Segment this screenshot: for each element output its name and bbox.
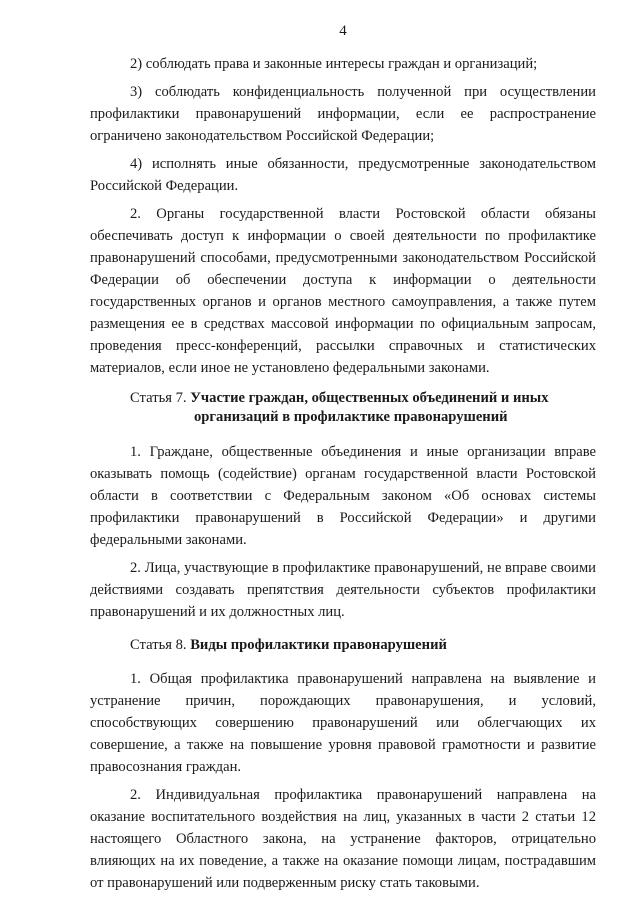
paragraph-item-4: 4) исполнять иные обязанности, предусмотренные законодательством Российской Федерации.	[90, 156, 596, 194]
paragraph-item-3: 3) соблюдать конфиденциальность полученной при осуществлении профилактики правонарушений информации, если ее распространение ограничено законодательством Российской Федерации;	[90, 84, 596, 144]
article-8-paragraph-1: 1. Общая профилактика правонарушений направлена на выявление и устранение причин, порождающих правонарушения, и условий, способствующих совершению правонарушений или облегчающих их совершение, а также на повышение уровня правовой грамотности и развитие правосознания граждан.	[90, 671, 596, 775]
page-number: 4	[339, 23, 347, 39]
article-7-heading	[90, 389, 596, 427]
article-7-paragraph-2: 2. Лица, участвующие в профилактике правонарушений, не вправе своими действиями создавать препятствия деятельности субъектов профилактики правонарушений и их должностных лиц.	[90, 560, 596, 620]
document-body	[90, 53, 596, 894]
article-7-title-line2: организаций в профилактике правонарушений	[194, 409, 508, 425]
article-7-title-line1: Участие граждан, общественных объединений и иных	[190, 390, 549, 406]
article-7-label: Статья 7.	[130, 390, 187, 406]
article-7-paragraph-1: 1. Граждане, общественные объединения и иные организации вправе оказывать помощь (содействие) органам государственной власти Ростовской области в соответствии с Федеральным законом «Об основах системы профилактики правонарушений в Российской Федерации» и другими федеральными законами.	[90, 444, 596, 548]
article-8-heading	[90, 636, 596, 655]
article-8-label: Статья 8.	[130, 637, 187, 653]
article-8-paragraph-2: 2. Индивидуальная профилактика правонарушений направлена на оказание воспитательного воздействия на лиц, указанных в части 2 статьи 12 настоящего Областного закона, на устранение факторов, отрицательно влияющих на их поведение, а также на оказание помощи лицам, пострадавшим от правонарушений или подверженным риску стать таковыми.	[90, 787, 596, 891]
paragraph-item-2: 2) соблюдать права и законные интересы граждан и организаций;	[130, 56, 538, 72]
article-8-title: Виды профилактики правонарушений	[190, 637, 447, 653]
paragraph-part-2: 2. Органы государственной власти Ростовской области обязаны обеспечивать доступ к информации о своей деятельности по профилактике правонарушений способами, предусмотренными законодательством Российской Федерации об обеспечении доступа к информации о деятельности государственных органов и органов местного самоуправления, а также путем размещения ее в средствах массовой информации по официальным запросам, проведения пресс-конференций, рассылки справочных и статистических материалов, если иное не установлено федеральными законами.	[90, 206, 596, 376]
